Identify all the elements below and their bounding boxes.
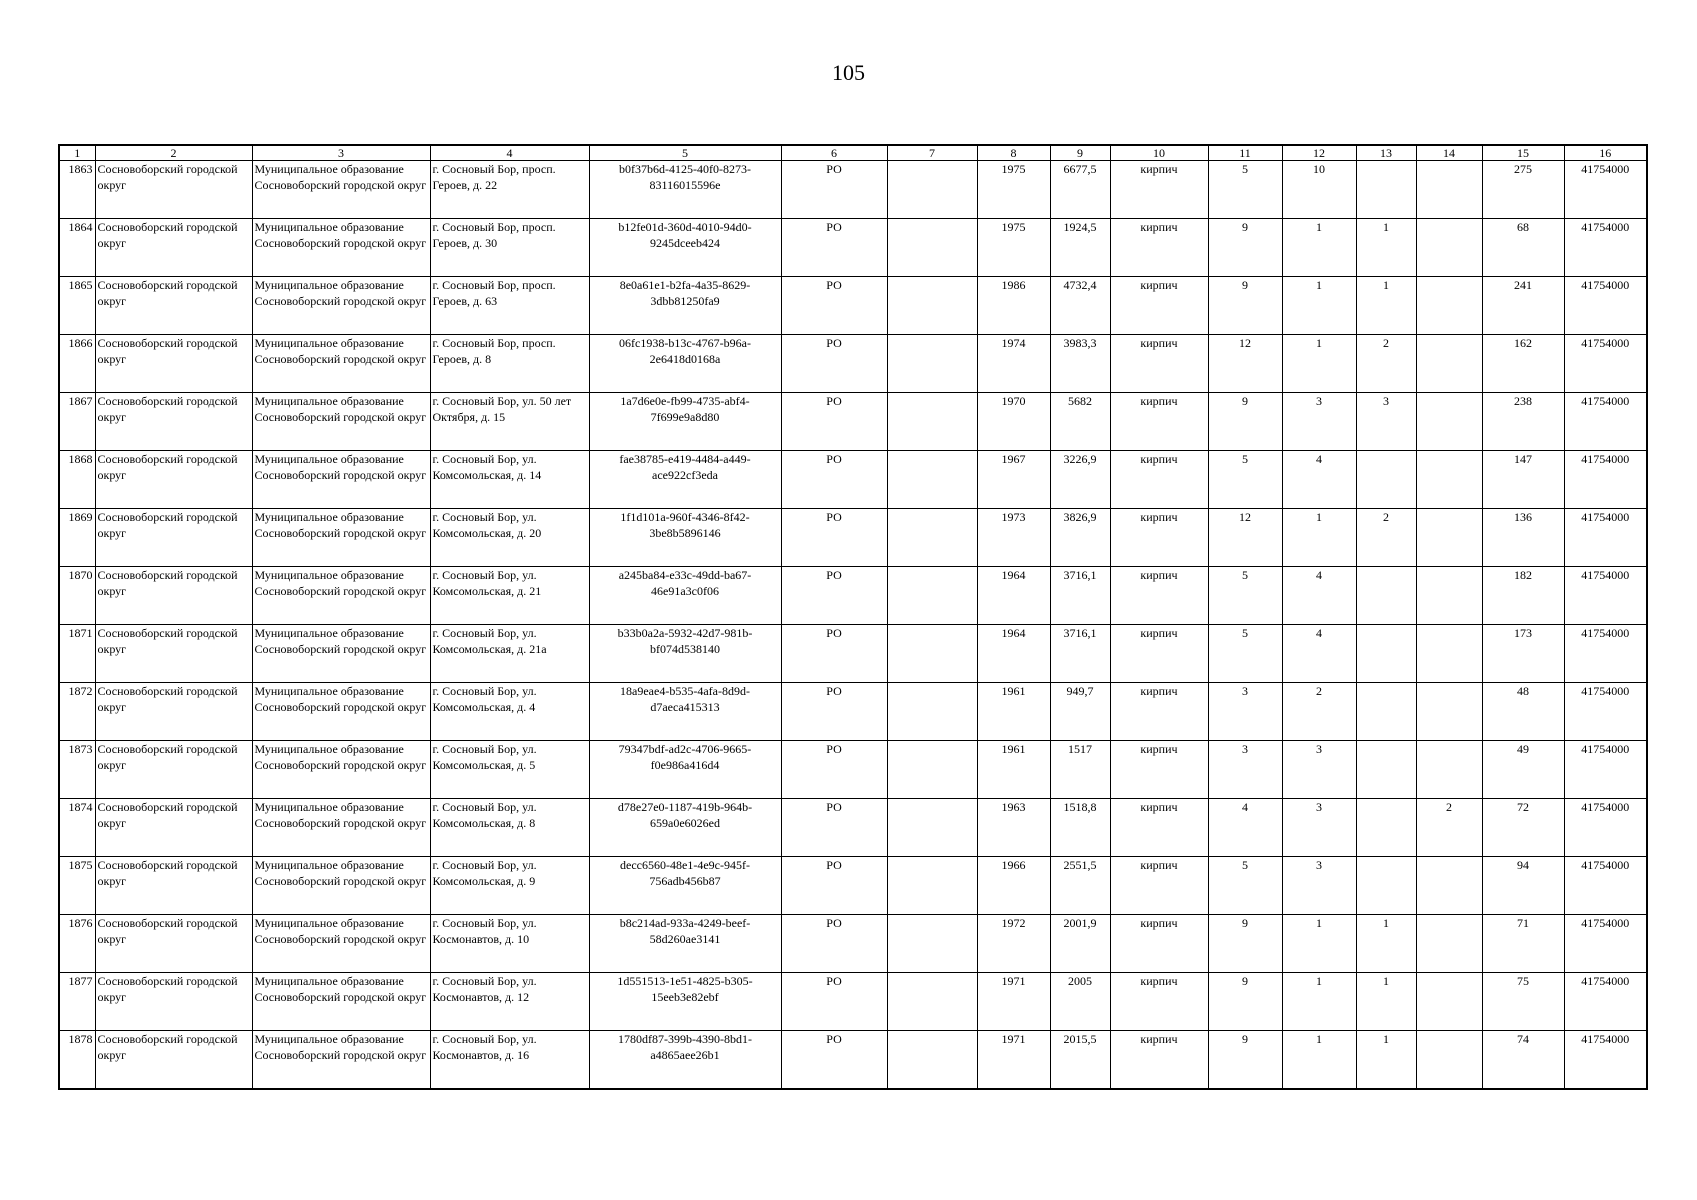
table-cell: 1975 bbox=[977, 161, 1050, 219]
table-cell: Сосновоборский городской округ bbox=[95, 799, 252, 857]
table-row bbox=[59, 973, 1647, 1031]
table-cell: 1874 bbox=[59, 799, 95, 857]
table-cell: 9 bbox=[1208, 277, 1282, 335]
column-header: 4 bbox=[430, 145, 589, 161]
table-cell: РО bbox=[781, 219, 887, 277]
table-cell: 1 bbox=[1282, 973, 1356, 1031]
table-cell: 1924,5 bbox=[1050, 219, 1110, 277]
table-row bbox=[59, 161, 1647, 219]
table-cell: Сосновоборский городской округ bbox=[95, 509, 252, 567]
table-cell: Сосновоборский городской округ bbox=[95, 857, 252, 915]
table-cell: Сосновоборский городской округ bbox=[95, 277, 252, 335]
table-cell: Сосновоборский городской округ bbox=[95, 741, 252, 799]
table-cell: 10 bbox=[1282, 161, 1356, 219]
table-cell: 12 bbox=[1208, 335, 1282, 393]
column-header: 10 bbox=[1110, 145, 1208, 161]
table-cell: 1971 bbox=[977, 1031, 1050, 1089]
table-cell: Муниципальное образование Сосновоборский городской округ bbox=[252, 451, 430, 509]
table-cell: 2 bbox=[1416, 799, 1482, 857]
table-cell: РО bbox=[781, 451, 887, 509]
table-cell: 1964 bbox=[977, 567, 1050, 625]
table-cell: 147 bbox=[1482, 451, 1564, 509]
column-header: 12 bbox=[1282, 145, 1356, 161]
table-row bbox=[59, 683, 1647, 741]
table-cell bbox=[887, 1031, 977, 1089]
table-cell bbox=[1356, 683, 1416, 741]
table-cell: кирпич bbox=[1110, 219, 1208, 277]
table-cell: 1961 bbox=[977, 741, 1050, 799]
table-cell: b12fe01d-360d-4010-94d0-9245dceeb424 bbox=[589, 219, 781, 277]
table-cell: кирпич bbox=[1110, 1031, 1208, 1089]
table-cell: 1873 bbox=[59, 741, 95, 799]
table-cell: РО bbox=[781, 161, 887, 219]
table-cell: 1963 bbox=[977, 799, 1050, 857]
table-cell: 41754000 bbox=[1564, 393, 1647, 451]
table-cell: 3226,9 bbox=[1050, 451, 1110, 509]
table-cell bbox=[887, 393, 977, 451]
table-row bbox=[59, 335, 1647, 393]
table-cell: 48 bbox=[1482, 683, 1564, 741]
table-cell: Сосновоборский городской округ bbox=[95, 1031, 252, 1089]
table-cell: 41754000 bbox=[1564, 219, 1647, 277]
table-cell: 1780df87-399b-4390-8bd1-a4865aee26b1 bbox=[589, 1031, 781, 1089]
table-cell bbox=[1416, 915, 1482, 973]
table-cell: 1 bbox=[1282, 219, 1356, 277]
table-cell: 72 bbox=[1482, 799, 1564, 857]
table-cell: РО bbox=[781, 335, 887, 393]
table-row bbox=[59, 1031, 1647, 1089]
table-cell bbox=[887, 567, 977, 625]
table-cell: 5 bbox=[1208, 625, 1282, 683]
table-cell: 1877 bbox=[59, 973, 95, 1031]
table-cell: Муниципальное образование Сосновоборский городской округ bbox=[252, 335, 430, 393]
table-cell: fae38785-e419-4484-a449-ace922cf3eda bbox=[589, 451, 781, 509]
table-cell: 1 bbox=[1356, 219, 1416, 277]
table-cell: 41754000 bbox=[1564, 451, 1647, 509]
table-cell bbox=[887, 741, 977, 799]
table-cell: г. Сосновый Бор, ул. Космонавтов, д. 16 bbox=[430, 1031, 589, 1089]
table-cell: Сосновоборский городской округ bbox=[95, 973, 252, 1031]
table-cell: 41754000 bbox=[1564, 335, 1647, 393]
table-cell: 1517 bbox=[1050, 741, 1110, 799]
table-cell: 1970 bbox=[977, 393, 1050, 451]
table-cell: Муниципальное образование Сосновоборский городской округ bbox=[252, 161, 430, 219]
table-cell: г. Сосновый Бор, ул. Комсомольская, д. 4 bbox=[430, 683, 589, 741]
table-cell: 1878 bbox=[59, 1031, 95, 1089]
table-cell: 3 bbox=[1356, 393, 1416, 451]
table-cell: кирпич bbox=[1110, 857, 1208, 915]
table-cell: 68 bbox=[1482, 219, 1564, 277]
table-cell: РО bbox=[781, 625, 887, 683]
table-cell: кирпич bbox=[1110, 799, 1208, 857]
table-cell: 182 bbox=[1482, 567, 1564, 625]
table-cell: г. Сосновый Бор, ул. Комсомольская, д. 8 bbox=[430, 799, 589, 857]
table-cell: 1974 bbox=[977, 335, 1050, 393]
table-cell bbox=[887, 857, 977, 915]
table-cell bbox=[1356, 799, 1416, 857]
table-cell: 6677,5 bbox=[1050, 161, 1110, 219]
table-cell: г. Сосновый Бор, ул. 50 лет Октября, д. 15 bbox=[430, 393, 589, 451]
column-header: 7 bbox=[887, 145, 977, 161]
table-cell: 241 bbox=[1482, 277, 1564, 335]
table-cell: 2001,9 bbox=[1050, 915, 1110, 973]
table-cell: 1a7d6e0e-fb99-4735-abf4-7f699e9a8d80 bbox=[589, 393, 781, 451]
table-cell: 5682 bbox=[1050, 393, 1110, 451]
table-cell: 1863 bbox=[59, 161, 95, 219]
table-cell: кирпич bbox=[1110, 393, 1208, 451]
table-cell: b33b0a2a-5932-42d7-981b-bf074d538140 bbox=[589, 625, 781, 683]
table-cell bbox=[887, 451, 977, 509]
table-cell: 79347bdf-ad2c-4706-9665-f0e986a416d4 bbox=[589, 741, 781, 799]
table-cell: 1 bbox=[1282, 277, 1356, 335]
table-cell: Сосновоборский городской округ bbox=[95, 161, 252, 219]
table-row bbox=[59, 915, 1647, 973]
table-cell: 3716,1 bbox=[1050, 567, 1110, 625]
table-cell: Муниципальное образование Сосновоборский городской округ bbox=[252, 625, 430, 683]
table-cell: 3 bbox=[1282, 799, 1356, 857]
table-row bbox=[59, 277, 1647, 335]
table-cell: Муниципальное образование Сосновоборский городской округ bbox=[252, 1031, 430, 1089]
table-cell: кирпич bbox=[1110, 509, 1208, 567]
table-cell bbox=[1356, 741, 1416, 799]
column-header: 14 bbox=[1416, 145, 1482, 161]
table-cell bbox=[1416, 219, 1482, 277]
table-cell: Сосновоборский городской округ bbox=[95, 683, 252, 741]
table-cell: 9 bbox=[1208, 915, 1282, 973]
table-cell bbox=[1356, 567, 1416, 625]
table-cell: decc6560-48e1-4e9c-945f-756adb456b87 bbox=[589, 857, 781, 915]
housing-registry-table bbox=[58, 144, 1648, 1090]
table-cell bbox=[1416, 857, 1482, 915]
table-cell: 74 bbox=[1482, 1031, 1564, 1089]
table-cell: г. Сосновый Бор, ул. Комсомольская, д. 9 bbox=[430, 857, 589, 915]
table-cell: 2 bbox=[1356, 509, 1416, 567]
table-cell: РО bbox=[781, 973, 887, 1031]
table-cell: 1872 bbox=[59, 683, 95, 741]
table-cell: г. Сосновый Бор, просп. Героев, д. 63 bbox=[430, 277, 589, 335]
table-cell: 3 bbox=[1282, 741, 1356, 799]
table-cell: 18a9eae4-b535-4afa-8d9d-d7aeca415313 bbox=[589, 683, 781, 741]
table-cell bbox=[887, 277, 977, 335]
table-cell bbox=[887, 161, 977, 219]
table-cell: 1d551513-1e51-4825-b305-15eeb3e82ebf bbox=[589, 973, 781, 1031]
table-cell: Сосновоборский городской округ bbox=[95, 567, 252, 625]
table-cell: 2005 bbox=[1050, 973, 1110, 1031]
table-cell: 1865 bbox=[59, 277, 95, 335]
table-cell bbox=[1416, 393, 1482, 451]
table-cell: 2015,5 bbox=[1050, 1031, 1110, 1089]
table-cell: 41754000 bbox=[1564, 277, 1647, 335]
table-cell: 3826,9 bbox=[1050, 509, 1110, 567]
table-cell: РО bbox=[781, 683, 887, 741]
table-cell: Муниципальное образование Сосновоборский городской округ bbox=[252, 741, 430, 799]
table-cell: 1f1d101a-960f-4346-8f42-3be8b5896146 bbox=[589, 509, 781, 567]
table-cell: кирпич bbox=[1110, 973, 1208, 1031]
table-cell bbox=[887, 625, 977, 683]
column-header: 8 bbox=[977, 145, 1050, 161]
table-cell: кирпич bbox=[1110, 915, 1208, 973]
table-cell: 9 bbox=[1208, 973, 1282, 1031]
table-cell: 1 bbox=[1282, 509, 1356, 567]
table-cell: 4 bbox=[1208, 799, 1282, 857]
table-cell: Муниципальное образование Сосновоборский городской округ bbox=[252, 509, 430, 567]
table-cell: 41754000 bbox=[1564, 509, 1647, 567]
table-cell: 275 bbox=[1482, 161, 1564, 219]
table-cell: 238 bbox=[1482, 393, 1564, 451]
table-cell: кирпич bbox=[1110, 277, 1208, 335]
table-row bbox=[59, 857, 1647, 915]
table-cell: 162 bbox=[1482, 335, 1564, 393]
table-cell: 3 bbox=[1208, 683, 1282, 741]
table-cell: г. Сосновый Бор, ул. Комсомольская, д. 21 bbox=[430, 567, 589, 625]
table-cell: 1971 bbox=[977, 973, 1050, 1031]
table-cell: Сосновоборский городской округ bbox=[95, 451, 252, 509]
table-cell: Муниципальное образование Сосновоборский городской округ bbox=[252, 683, 430, 741]
table-cell: РО bbox=[781, 277, 887, 335]
table-body bbox=[59, 161, 1647, 1089]
table-row bbox=[59, 741, 1647, 799]
table-cell bbox=[1356, 451, 1416, 509]
table-cell: 41754000 bbox=[1564, 799, 1647, 857]
table-cell bbox=[887, 509, 977, 567]
table-cell: a245ba84-e33c-49dd-ba67-46e91a3c0f06 bbox=[589, 567, 781, 625]
table-cell: 5 bbox=[1208, 857, 1282, 915]
table-cell bbox=[1416, 335, 1482, 393]
table-cell bbox=[1416, 683, 1482, 741]
table-cell bbox=[887, 973, 977, 1031]
column-header: 1 bbox=[59, 145, 95, 161]
table-cell bbox=[1356, 161, 1416, 219]
table-cell: b0f37b6d-4125-40f0-8273-83116015596e bbox=[589, 161, 781, 219]
table-cell: РО bbox=[781, 741, 887, 799]
table-cell: г. Сосновый Бор, ул. Комсомольская, д. 5 bbox=[430, 741, 589, 799]
table-row bbox=[59, 509, 1647, 567]
table-cell: Сосновоборский городской округ bbox=[95, 915, 252, 973]
table-cell: г. Сосновый Бор, ул. Комсомольская, д. 21а bbox=[430, 625, 589, 683]
table-cell: 1964 bbox=[977, 625, 1050, 683]
table-cell: 1972 bbox=[977, 915, 1050, 973]
table-cell bbox=[887, 219, 977, 277]
column-header: 9 bbox=[1050, 145, 1110, 161]
table-cell: 1869 bbox=[59, 509, 95, 567]
table-cell: 1 bbox=[1356, 973, 1416, 1031]
table-row bbox=[59, 393, 1647, 451]
table-cell: 3 bbox=[1282, 393, 1356, 451]
table-cell: 5 bbox=[1208, 567, 1282, 625]
table-row bbox=[59, 625, 1647, 683]
table-cell: 3716,1 bbox=[1050, 625, 1110, 683]
table-cell bbox=[1416, 509, 1482, 567]
table-cell: кирпич bbox=[1110, 741, 1208, 799]
table-cell: РО bbox=[781, 857, 887, 915]
table-cell: 5 bbox=[1208, 161, 1282, 219]
table-cell: b8c214ad-933a-4249-beef-58d260ae3141 bbox=[589, 915, 781, 973]
table-cell: РО bbox=[781, 509, 887, 567]
table-cell bbox=[1416, 451, 1482, 509]
table-cell bbox=[1416, 161, 1482, 219]
table-cell: 41754000 bbox=[1564, 683, 1647, 741]
table-cell: 1864 bbox=[59, 219, 95, 277]
column-header: 16 bbox=[1564, 145, 1647, 161]
table-cell: 41754000 bbox=[1564, 161, 1647, 219]
table-cell: г. Сосновый Бор, ул. Космонавтов, д. 10 bbox=[430, 915, 589, 973]
table-cell: 41754000 bbox=[1564, 915, 1647, 973]
table-cell: кирпич bbox=[1110, 567, 1208, 625]
table-cell bbox=[1416, 277, 1482, 335]
table-cell: 3 bbox=[1208, 741, 1282, 799]
page-number: 105 bbox=[832, 60, 865, 85]
table-cell: Муниципальное образование Сосновоборский городской округ bbox=[252, 277, 430, 335]
table-cell bbox=[887, 335, 977, 393]
table-row bbox=[59, 219, 1647, 277]
table-cell bbox=[1416, 1031, 1482, 1089]
table-row bbox=[59, 799, 1647, 857]
table-cell: 41754000 bbox=[1564, 1031, 1647, 1089]
table-cell: Сосновоборский городской округ bbox=[95, 219, 252, 277]
table-cell: Муниципальное образование Сосновоборский городской округ bbox=[252, 799, 430, 857]
table-cell: 06fc1938-b13c-4767-b96a-2e6418d0168a bbox=[589, 335, 781, 393]
table-cell: 1975 bbox=[977, 219, 1050, 277]
table-cell: 5 bbox=[1208, 451, 1282, 509]
table-cell: 41754000 bbox=[1564, 973, 1647, 1031]
table-cell bbox=[887, 915, 977, 973]
table-cell bbox=[1356, 625, 1416, 683]
table-cell: 9 bbox=[1208, 219, 1282, 277]
table-cell: кирпич bbox=[1110, 161, 1208, 219]
table-cell bbox=[1416, 973, 1482, 1031]
table-cell: 173 bbox=[1482, 625, 1564, 683]
column-header: 13 bbox=[1356, 145, 1416, 161]
table-cell: РО bbox=[781, 567, 887, 625]
table-cell: 9 bbox=[1208, 393, 1282, 451]
table-cell: 1973 bbox=[977, 509, 1050, 567]
table-cell: 41754000 bbox=[1564, 567, 1647, 625]
table-cell: РО bbox=[781, 915, 887, 973]
table-cell: 1986 bbox=[977, 277, 1050, 335]
column-header: 11 bbox=[1208, 145, 1282, 161]
table-row bbox=[59, 567, 1647, 625]
table-row bbox=[59, 451, 1647, 509]
table-cell: 41754000 bbox=[1564, 741, 1647, 799]
table-cell: 1518,8 bbox=[1050, 799, 1110, 857]
table-cell: г. Сосновый Бор, ул. Космонавтов, д. 12 bbox=[430, 973, 589, 1031]
table-cell: 136 bbox=[1482, 509, 1564, 567]
table-cell: 12 bbox=[1208, 509, 1282, 567]
table-cell bbox=[1416, 567, 1482, 625]
table-cell: 4 bbox=[1282, 451, 1356, 509]
table-cell: Сосновоборский городской округ bbox=[95, 393, 252, 451]
table-cell: 94 bbox=[1482, 857, 1564, 915]
table-cell: 49 bbox=[1482, 741, 1564, 799]
table-cell: РО bbox=[781, 799, 887, 857]
table-cell: 2551,5 bbox=[1050, 857, 1110, 915]
table-cell: Муниципальное образование Сосновоборский городской округ bbox=[252, 973, 430, 1031]
table-cell bbox=[1416, 625, 1482, 683]
table-cell: 1 bbox=[1356, 1031, 1416, 1089]
table-cell: Муниципальное образование Сосновоборский городской округ bbox=[252, 857, 430, 915]
column-header: 3 bbox=[252, 145, 430, 161]
table-cell: г. Сосновый Бор, просп. Героев, д. 30 bbox=[430, 219, 589, 277]
table-cell: кирпич bbox=[1110, 335, 1208, 393]
table-cell: г. Сосновый Бор, ул. Комсомольская, д. 20 bbox=[430, 509, 589, 567]
table-cell bbox=[887, 683, 977, 741]
table-cell: 4 bbox=[1282, 625, 1356, 683]
table-cell: РО bbox=[781, 393, 887, 451]
table-cell: 1961 bbox=[977, 683, 1050, 741]
table-cell: 4732,4 bbox=[1050, 277, 1110, 335]
table-cell: РО bbox=[781, 1031, 887, 1089]
table-cell: 1876 bbox=[59, 915, 95, 973]
table-cell: г. Сосновый Бор, просп. Героев, д. 22 bbox=[430, 161, 589, 219]
table-cell: 1 bbox=[1282, 1031, 1356, 1089]
table-cell: 3 bbox=[1282, 857, 1356, 915]
table-cell bbox=[887, 799, 977, 857]
table-cell: 75 bbox=[1482, 973, 1564, 1031]
table-cell: 41754000 bbox=[1564, 857, 1647, 915]
column-number-row bbox=[59, 145, 1647, 161]
table-cell: 1868 bbox=[59, 451, 95, 509]
table-cell: 71 bbox=[1482, 915, 1564, 973]
table-cell: кирпич bbox=[1110, 451, 1208, 509]
table-cell: 2 bbox=[1282, 683, 1356, 741]
table-cell: Сосновоборский городской округ bbox=[95, 625, 252, 683]
table-cell: d78e27e0-1187-419b-964b-659a0e6026ed bbox=[589, 799, 781, 857]
table-cell bbox=[1356, 857, 1416, 915]
table-cell: 2 bbox=[1356, 335, 1416, 393]
table-cell: 1966 bbox=[977, 857, 1050, 915]
column-header: 2 bbox=[95, 145, 252, 161]
table-cell: 1867 bbox=[59, 393, 95, 451]
table-cell: 1967 bbox=[977, 451, 1050, 509]
table-cell: 1870 bbox=[59, 567, 95, 625]
table-cell: 1 bbox=[1282, 335, 1356, 393]
table-cell: 4 bbox=[1282, 567, 1356, 625]
table-cell: 3983,3 bbox=[1050, 335, 1110, 393]
table-cell: 9 bbox=[1208, 1031, 1282, 1089]
column-header: 15 bbox=[1482, 145, 1564, 161]
table-cell: 1871 bbox=[59, 625, 95, 683]
table-cell: 41754000 bbox=[1564, 625, 1647, 683]
table-cell: 1 bbox=[1356, 915, 1416, 973]
table-cell: Муниципальное образование Сосновоборский городской округ bbox=[252, 567, 430, 625]
table-cell: 1 bbox=[1356, 277, 1416, 335]
table-cell: 1866 bbox=[59, 335, 95, 393]
table-cell: кирпич bbox=[1110, 625, 1208, 683]
table-cell: г. Сосновый Бор, просп. Героев, д. 8 bbox=[430, 335, 589, 393]
table-cell: г. Сосновый Бор, ул. Комсомольская, д. 14 bbox=[430, 451, 589, 509]
table-cell: 8e0a61e1-b2fa-4a35-8629-3dbb81250fa9 bbox=[589, 277, 781, 335]
table-cell: 1 bbox=[1282, 915, 1356, 973]
column-header: 6 bbox=[781, 145, 887, 161]
table-cell: Муниципальное образование Сосновоборский городской округ bbox=[252, 219, 430, 277]
table-cell: 949,7 bbox=[1050, 683, 1110, 741]
table-cell: Муниципальное образование Сосновоборский городской округ bbox=[252, 915, 430, 973]
table-cell bbox=[1416, 741, 1482, 799]
table-cell: Сосновоборский городской округ bbox=[95, 335, 252, 393]
column-header: 5 bbox=[589, 145, 781, 161]
table-cell: кирпич bbox=[1110, 683, 1208, 741]
table-cell: Муниципальное образование Сосновоборский городской округ bbox=[252, 393, 430, 451]
table-cell: 1875 bbox=[59, 857, 95, 915]
table-header bbox=[59, 145, 1647, 161]
